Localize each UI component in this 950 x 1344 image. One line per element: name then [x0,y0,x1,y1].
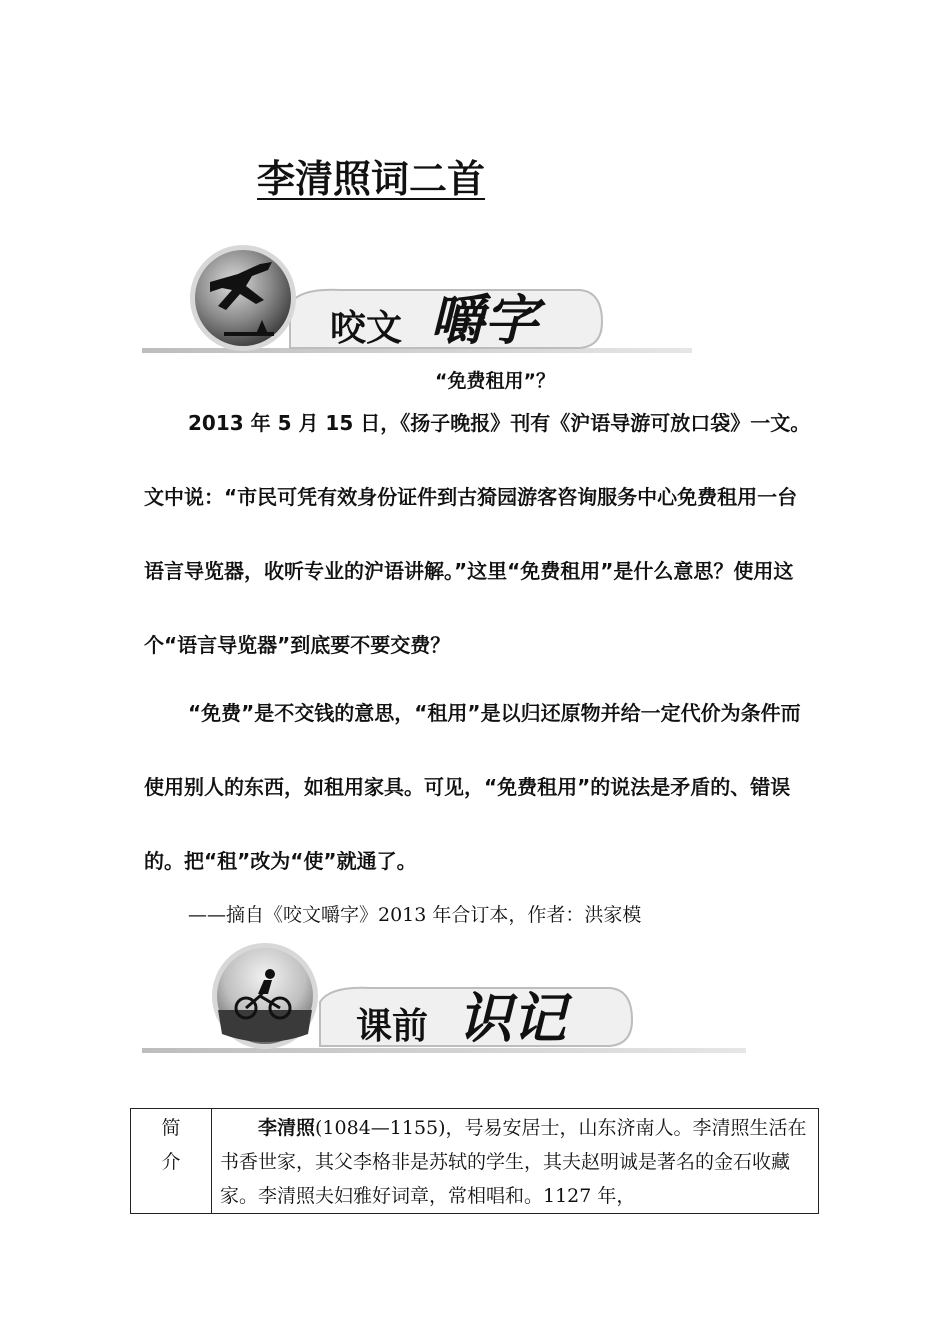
intro-text: (1084—1155)，号易安居士，山东济南人。李清照生活在书香世家，其父李格非是苏轼的学生，其夫赵明诚是著名的金石收藏家。李清照夫妇雅好词章，常相唱和。1127 年， [220,1117,807,1207]
intro-body-cell [212,1109,819,1214]
article-paragraph-2 [144,676,812,898]
banner1-small-text: 咬文 [330,307,403,349]
page-title: 李清照词二首 [257,157,486,201]
banner-runner-graphic [140,242,700,360]
banner-keqianshiji [140,940,750,1058]
paragraph-2-text: “免费”是不交钱的意思，“租用”是以归还原物并给一定代价为条件而使用别人的东西，如租用家具。可见，“免费租用”的说法是矛盾的、错误的。把“租”改为“使”就通了。 [144,701,801,873]
banner2-small-text: 课前 [356,1005,429,1047]
article-subtitle: “免费租用”？ [435,370,555,392]
table-row [131,1109,819,1214]
banner-cyclist-graphic [140,940,750,1058]
article-paragraph-1 [144,386,812,682]
banner1-big-text: 嚼字 [430,288,538,352]
paragraph-1-text: 2013 年 5 月 15 日，《扬子晚报》刊有《沪语导游可放口袋》一文。文中说：“市民可凭有效身份证件到古猗园游客咨询服务中心免费租用一台语言导览器，收听专业的沪语讲解。”这里“免费租用”是什么意思？使用这个“语言导览器”到底要不要交费？ [144,411,811,657]
intro-name: 李清照 [258,1117,316,1139]
banner2-big-text: 识记 [458,986,566,1050]
intro-header-text: 简介 [161,1117,181,1173]
banner-yaowenjiaozi [140,242,700,360]
intro-table [130,1108,819,1214]
article-source: ——摘自《咬文嚼字》2013 年合订本，作者：洪家模 [188,904,642,926]
intro-header-cell [131,1109,212,1214]
